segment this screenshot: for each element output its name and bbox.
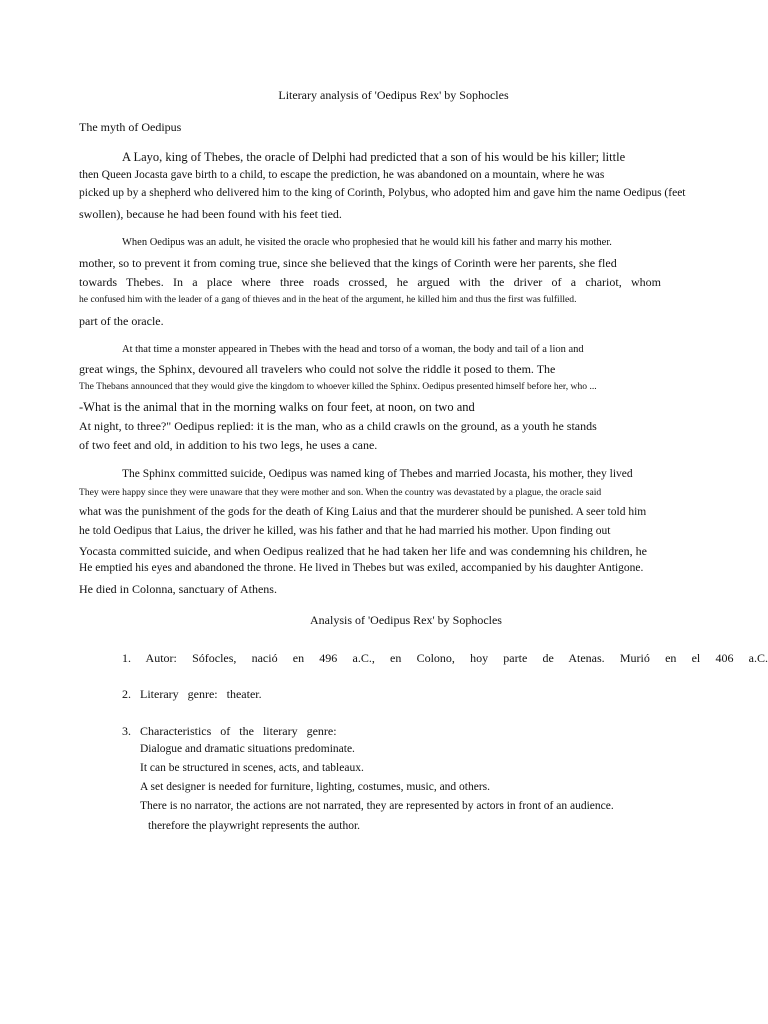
bullet-item xyxy=(128,782,490,794)
paragraph-4-line-3: what was the punishment of the gods for the death of King Laius and that the murderer should be punished. A seer told him xyxy=(79,506,647,518)
paragraph-1-line-4: swollen), because he had been found with his feet tied. xyxy=(79,207,342,221)
bullet-text: A set designer is needed for furniture, lighting, costumes, music, and others. xyxy=(140,781,491,793)
paragraph-2-line-3: towards Thebes. In a place where three roads crossed, he argued with the driver of a chariot, whom xyxy=(79,275,661,289)
bullet-continuation: therefore the playwright represents the author. xyxy=(148,820,361,832)
bullet-text: Dialogue and dramatic situations predominate. xyxy=(140,743,355,755)
list-item-genre: 2. Literary genre: theater. xyxy=(122,687,262,701)
list-item-author: 1. Autor: Sófocles, nació en 496 a.C., en Colono, hoy parte de Atenas. Murió en el 406 a.C. xyxy=(122,651,768,665)
paragraph-3-line-6: of two feet and old, in addition to his two legs, he uses a cane. xyxy=(79,438,378,452)
paragraph-2-line-1: When Oedipus was an adult, he visited the oracle who prophesied that he would kill his father and marry his mother. xyxy=(122,237,612,248)
paragraph-4-line-4: he told Oedipus that Laius, the driver he killed, was his father and that he had married his mother. Upon finding out xyxy=(79,525,611,537)
paragraph-4-line-7: He died in Colonna, sanctuary of Athens. xyxy=(79,582,277,596)
paragraph-2-line-4: he confused him with the leader of a gang of thieves and in the heat of the argument, he killed him and thus the first was fulfilled. xyxy=(79,294,577,305)
bullet-item xyxy=(128,801,614,813)
paragraph-1-line-3: picked up by a shepherd who delivered him to the king of Corinth, Polybus, who adopted him and gave him the name Oedipus (feet xyxy=(79,187,686,199)
paragraph-1-line-2: then Queen Jocasta gave birth to a child, to escape the prediction, he was abandoned on a mountain, where he was xyxy=(79,169,605,181)
list-item-characteristics: 3. Characteristics of the literary genre: xyxy=(122,724,337,738)
paragraph-3-line-2: great wings, the Sphinx, devoured all travelers who could not solve the riddle it posed to them. The xyxy=(79,362,556,376)
paragraph-2-line-5: part of the oracle. xyxy=(79,314,164,328)
paragraph-4-line-1: The Sphinx committed suicide, Oedipus was named king of Thebes and married Jocasta, his mother, they lived xyxy=(122,468,633,480)
document-title: Literary analysis of 'Oedipus Rex' by Sophocles xyxy=(278,88,509,102)
paragraph-3-line-3: The Thebans announced that they would give the kingdom to whoever killed the Sphinx. Oedipus presented himself before her, who ... xyxy=(79,381,597,392)
paragraph-3-line-5: At night, to three?" Oedipus replied: it is the man, who as a child crawls on the ground, as a youth he stands xyxy=(79,419,597,433)
bullet-text: It can be structured in scenes, acts, and tableaux. xyxy=(140,762,364,774)
paragraph-4-line-2: They were happy since they were unaware that they were mother and son. When the country was devastated by a plague, the oracle said xyxy=(79,487,602,498)
bullet-text: There is no narrator, the actions are not narrated, they are represented by actors in front of an audience. xyxy=(140,800,614,812)
paragraph-2-line-2: mother, so to prevent it from coming true, since she believed that the kings of Corinth were her parents, she fled xyxy=(79,256,617,270)
bullet-item xyxy=(128,744,355,756)
bullet-item xyxy=(128,763,364,775)
paragraph-4-line-5: Yocasta committed suicide, and when Oedipus realized that he had taken her life and was condemning his children, he xyxy=(79,544,647,558)
section-heading-myth: The myth of Oedipus xyxy=(79,120,182,134)
paragraph-3-line-4: -What is the animal that in the morning walks on four feet, at noon, on two and xyxy=(79,400,475,414)
analysis-title: Analysis of 'Oedipus Rex' by Sophocles xyxy=(310,613,502,627)
paragraph-3-line-1: At that time a monster appeared in Thebes with the head and torso of a woman, the body and tail of a lion and xyxy=(122,344,584,355)
paragraph-1-line-1: A Layo, king of Thebes, the oracle of Delphi had predicted that a son of his would be his killer; little xyxy=(122,150,626,164)
paragraph-4-line-6: He emptied his eyes and abandoned the throne. He lived in Thebes but was exiled, accompanied by his daughter Antigone. xyxy=(79,562,644,574)
